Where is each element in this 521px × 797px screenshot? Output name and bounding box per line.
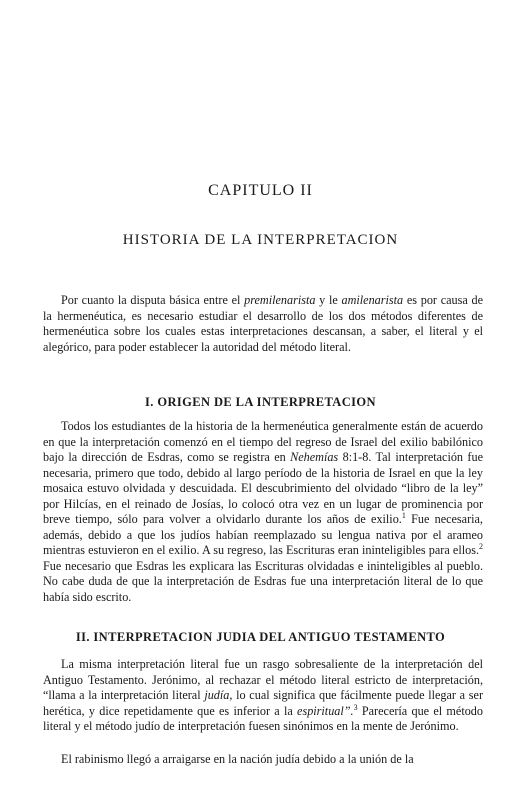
intro-text-1: Por cuanto la disputa básica entre el xyxy=(61,293,245,307)
origen-text-2: 8:1-8. Tal interpretación fue necesaria, primero que todo, debido al largo período de la historia de Israel en que la ley mosaica estuvo olvidada y descuidada. El descubrimiento del olvidado “libro de la ley” por Hilcías, en el reinado de Josías, lo colocó otra vez en un lugar de prominencia por breve tiempo, sólo para volver a olvidarlo durante los años de exilio. xyxy=(43,450,483,526)
judia-text-2: lo cual significa que fácilmente puede llegar a ser herética, y dice repetidamente que es inferior a la xyxy=(43,688,484,718)
origen-text-4: Fue necesario que Esdras les explicara las Escrituras olvidadas e ininteligibles al pueblo. No cabe duda de que la interpretación de Esdras fue una interpretación literal de lo que había sido escrito. xyxy=(43,558,483,604)
judia-text-1: La misma interpretación literal fue un rasgo sobresaliente de la interpretación del Antiguo Testamento. Jerónimo, al rechazar el método literal estricto de interpretación, “llama a la interpretación literal xyxy=(43,657,483,702)
intro-text-3: es por causa de la hermenéutica, es necesario estudiar el desarrollo de los dos métodos diferentes de hermenéutica sobre los cuales estas interpretaciones descansan, a saber, el literal y el alegórico, para poder establecer la autoridad del método literal. xyxy=(43,293,484,354)
intro-emphasis-1: premilenarista xyxy=(244,293,316,307)
intro-emphasis-2: amilenarista xyxy=(341,293,404,307)
origen-text-1: Todos los estudiantes de la historia de la hermenéutica generalmente están de acuerdo en que la interpretación comenzó en el tiempo del regreso de Israel del exilio babilónico bajo la dirección de Esdras, como se registra en xyxy=(43,419,483,464)
chapter-title: HISTORIA DE LA INTERPRETACION xyxy=(122,232,399,248)
footnote-ref-2: 2 xyxy=(479,541,483,551)
section-judia-paragraph-2: El rabinismo llegó a arraigarse en la nación judía debido a la unión de la xyxy=(61,752,414,766)
origen-emphasis-1: Nehemías xyxy=(290,450,339,464)
chapter-label: CAPITULO II xyxy=(208,182,313,199)
section-heading-origen: I. ORIGEN DE LA INTERPRETACION xyxy=(145,395,376,409)
judia-emphasis-1: judía, xyxy=(204,688,233,702)
section-origen-paragraph xyxy=(43,419,483,605)
judia-emphasis-2: espiritual”. xyxy=(297,703,354,718)
section-heading-judia: II. INTERPRETACION JUDIA DEL ANTIGUO TESTAMENTO xyxy=(75,630,446,644)
judia-text-3: Parecería que el método literal y el método judío de interpretación fuesen sinónimos en la mente de Jerónimo. xyxy=(43,703,483,733)
footnote-ref-1: 1 xyxy=(401,510,406,520)
footnote-ref-3: 3 xyxy=(353,702,358,712)
intro-text-2: y le xyxy=(315,293,342,307)
section-judia-paragraph xyxy=(43,657,483,735)
origen-text-3: Fue necesaria, además, debido a que los judíos habían reemplazado su lengua nativa por el arameo mientras estuvieron en el exilio. A su regreso, las Escrituras eran ininteligibles para ellos. xyxy=(43,512,483,557)
intro-paragraph xyxy=(43,293,483,355)
